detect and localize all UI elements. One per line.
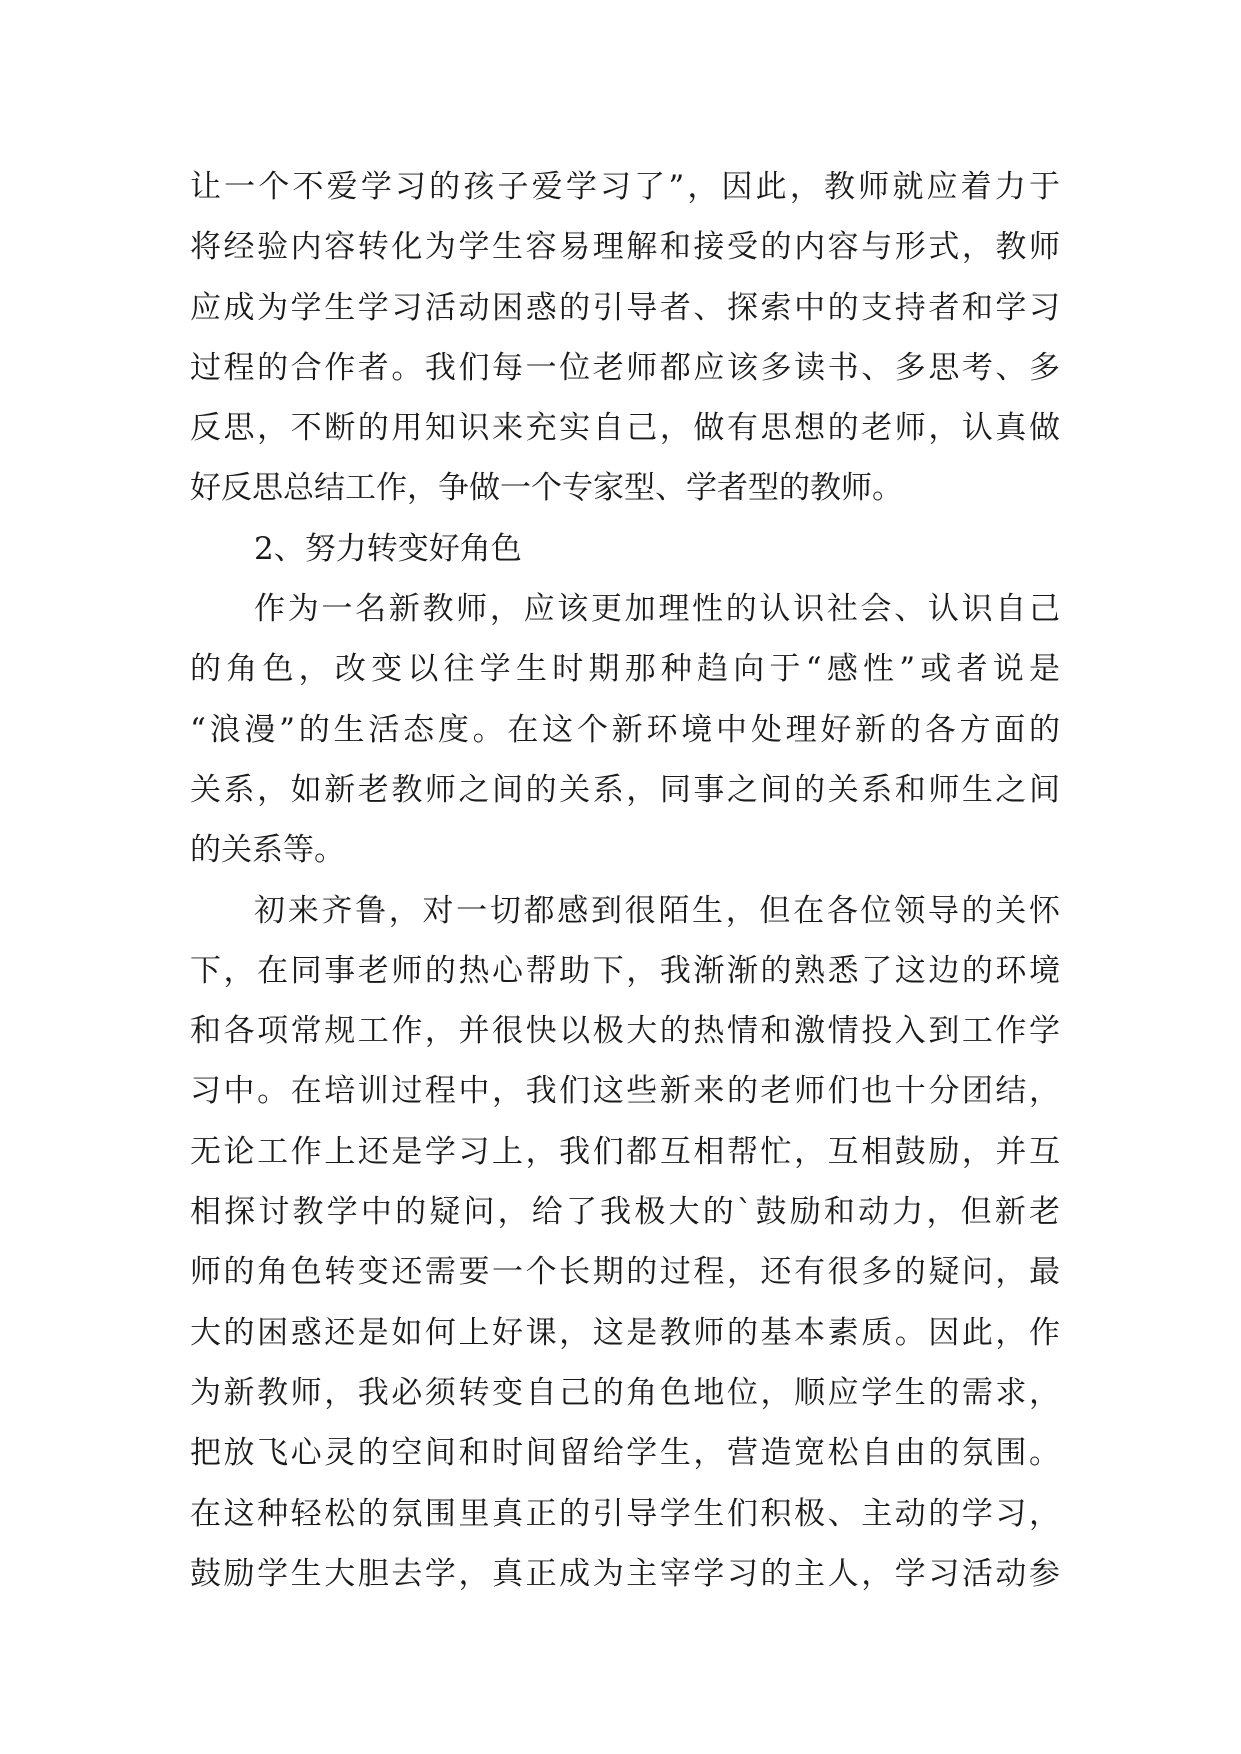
text-line: 师的角色转变还需要一个长期的过程，还有很多的疑问，最 bbox=[190, 1254, 1060, 1291]
text-line: 将经验内容转化为学生容易理解和接受的内容与形式，教师 bbox=[190, 229, 1060, 266]
text-line: 下，在同事老师的热心帮助下，我渐渐的熟悉了这边的环境 bbox=[190, 952, 1060, 989]
text-line: 和各项常规工作，并很快以极大的热情和激情投入到工作学 bbox=[190, 1013, 1060, 1050]
text-line: 作为一名新教师，应该更加理性的认识社会、认识自己 bbox=[254, 591, 1060, 628]
text-line: 习中。在培训过程中，我们这些新来的老师们也十分团结， bbox=[190, 1073, 1060, 1110]
text-line: 无论工作上还是学习上，我们都互相帮忙，互相鼓励，并互 bbox=[190, 1133, 1060, 1170]
text-line: 鼓励学生大胆去学，真正成为主宰学习的主人，学习活动参 bbox=[190, 1555, 1060, 1592]
text-line: 反思，不断的用知识来充实自己，做有思想的老师，认真做 bbox=[190, 410, 1060, 447]
text-line: 2、努力转变好角色 bbox=[254, 530, 522, 567]
text-line: 把放飞心灵的空间和时间留给学生，营造宽松自由的氛围。 bbox=[190, 1435, 1060, 1472]
text-line: 大的困惑还是如何上好课，这是教师的基本素质。因此，作 bbox=[190, 1314, 1060, 1351]
text-line: 的关系等。 bbox=[190, 832, 345, 869]
text-line: 为新教师，我必须转变自己的角色地位，顺应学生的需求， bbox=[190, 1374, 1060, 1411]
text-line: 关系，如新老教师之间的关系，同事之间的关系和师生之间 bbox=[190, 771, 1060, 808]
text-line: 初来齐鲁，对一切都感到很陌生，但在各位领导的关怀 bbox=[254, 892, 1060, 929]
text-line: 过程的合作者。我们每一位老师都应该多读书、多思考、多 bbox=[190, 349, 1060, 386]
text-line: 让一个不爱学习的孩子爱学习了”，因此，教师就应着力于 bbox=[190, 169, 1060, 205]
text-line: 的角色，改变以往学生时期那种趋向于“感性”或者说是 bbox=[190, 651, 1060, 688]
text-line: 在这种轻松的氛围里真正的引导学生们积极、主动的学习， bbox=[190, 1495, 1060, 1532]
text-line: 好反思总结工作，争做一个专家型、学者型的教师。 bbox=[190, 470, 903, 507]
body-text bbox=[190, 157, 1060, 1604]
text-line: 应成为学生学习活动困惑的引导者、探索中的支持者和学习 bbox=[190, 289, 1060, 326]
text-line: 相探讨教学中的疑问，给了我极大的`鼓励和动力，但新老 bbox=[190, 1194, 1060, 1231]
text-line: “浪漫”的生活态度。在这个新环境中处理好新的各方面的 bbox=[190, 711, 1060, 748]
